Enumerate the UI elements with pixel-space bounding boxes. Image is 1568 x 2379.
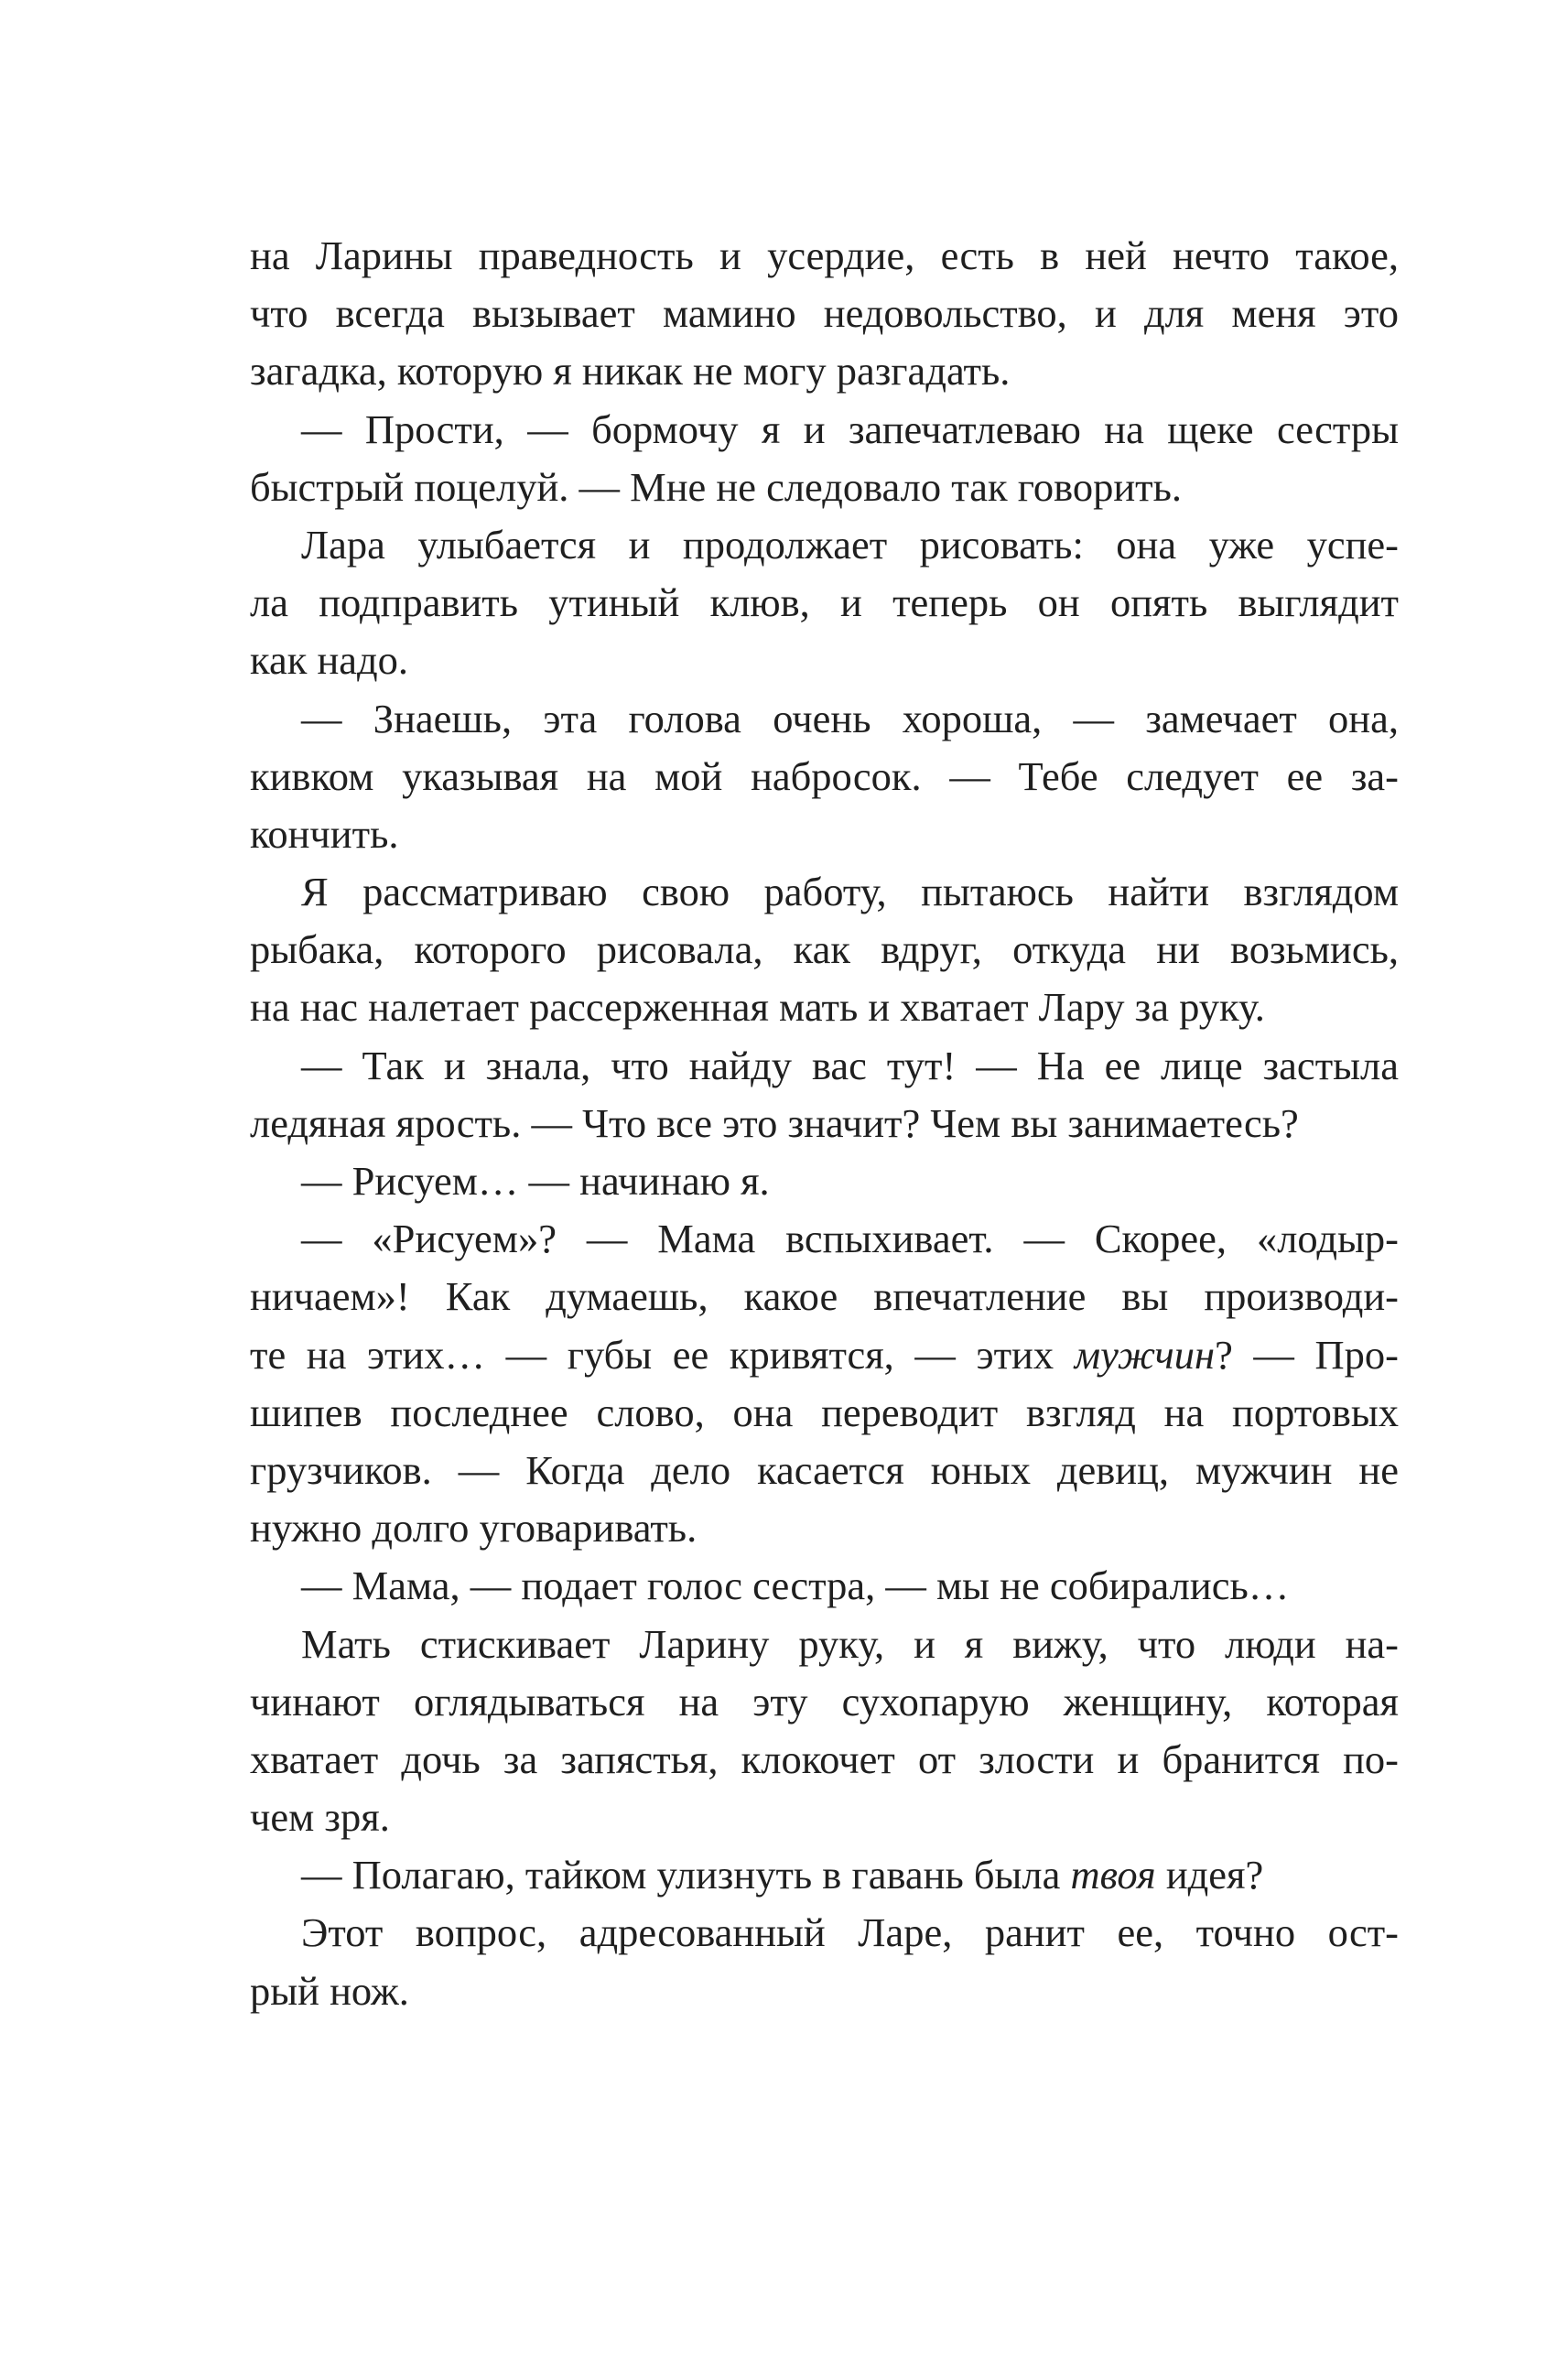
text-line [250, 1846, 1399, 1904]
line-text: кончить. [250, 810, 399, 857]
line-text: — Так и знала, что найду вас тут! — На ее лице застыла [301, 1042, 1399, 1088]
line-text: кивком указывая на мой набросок. — Тебе следует ее за- [250, 752, 1399, 799]
body-text [250, 227, 1399, 2020]
text-line [250, 690, 1399, 748]
text-line [250, 1616, 1399, 1673]
text-line [250, 1384, 1399, 1442]
text-line [250, 342, 1399, 400]
line-text: ледяная ярость. — Что все это значит? Чем вы занимаетесь? [250, 1099, 1299, 1146]
line-text: Мать стискивает Ларину руку, и я вижу, что люди на- [301, 1620, 1399, 1667]
line-text: — Прости, — бормочу я и запечатлеваю на щеке сестры [301, 406, 1399, 452]
line-text: чинают оглядываться на эту сухопарую женщину, которая [250, 1678, 1399, 1725]
line-text: Этот вопрос, адресованный Ларе, ранит ее, точно ост- [301, 1909, 1399, 1956]
line-text: грузчиков. — Когда дело касается юных девиц, мужчин не [250, 1446, 1399, 1493]
text-line [250, 1095, 1399, 1152]
text-line [250, 863, 1399, 921]
text-line [250, 1963, 1399, 2020]
line-text-tail: идея? [1155, 1852, 1264, 1898]
text-line [250, 1789, 1399, 1846]
text-line [250, 632, 1399, 689]
line-text: что всегда вызывает мамино недовольство, и для меня это [250, 290, 1399, 337]
line-text: Я рассматриваю свою работу, пытаюсь найти взглядом [301, 869, 1399, 915]
text-line [250, 1268, 1399, 1325]
text-line [250, 1152, 1399, 1210]
line-text-tail: ? — Про- [1215, 1331, 1399, 1378]
line-text: — Знаешь, эта голова очень хороша, — замечает она, [301, 695, 1399, 741]
text-line [250, 1037, 1399, 1095]
line-text: на Ларины праведность и усердие, есть в ней нечто такое, [250, 232, 1399, 278]
text-line [250, 516, 1399, 574]
line-text: рыбака, которого рисовала, как вдруг, откуда ни возьмись, [250, 926, 1399, 973]
line-text: загадка, которую я никак не могу разгадать. [250, 348, 1011, 395]
text-line [250, 1326, 1399, 1384]
text-line [250, 748, 1399, 806]
text-line [250, 227, 1399, 285]
line-text: на нас налетает рассерженная мать и хватает Лару за руку. [250, 984, 1265, 1031]
line-text: ничаем»! Как думаешь, какое впечатление вы производи- [250, 1273, 1399, 1320]
text-line [250, 1499, 1399, 1557]
italic-word: мужчин [1074, 1331, 1216, 1378]
text-line [250, 459, 1399, 516]
text-line [250, 1210, 1399, 1268]
line-text: — Полагаю, тайком улизнуть в гавань была [301, 1852, 1071, 1898]
text-line [250, 574, 1399, 632]
text-line [250, 401, 1399, 459]
line-text: шипев последнее слово, она переводит взгляд на портовых [250, 1389, 1399, 1435]
text-line [250, 979, 1399, 1036]
text-line [250, 285, 1399, 342]
text-line [250, 1904, 1399, 1962]
text-line [250, 1442, 1399, 1499]
line-text: — «Рисуем»? — Мама вспыхивает. — Скорее, «лодыр- [301, 1216, 1399, 1262]
line-text: как надо. [250, 637, 409, 684]
text-line [250, 921, 1399, 979]
line-text: хватает дочь за запястья, клокочет от злости и бранится по- [250, 1736, 1399, 1782]
text-line [250, 806, 1399, 863]
line-text: ла подправить утиный клюв, и теперь он опять выглядит [250, 579, 1399, 626]
line-text: — Рисуем… — начинаю я. [301, 1158, 770, 1204]
line-text: Лара улыбается и продолжает рисовать: она уже успе- [301, 521, 1399, 568]
line-text: те на этих… — губы ее кривятся, — этих [250, 1331, 1075, 1378]
line-text: рый нож. [250, 1967, 409, 2014]
text-line [250, 1557, 1399, 1615]
text-line [250, 1673, 1399, 1731]
italic-word: твоя [1070, 1852, 1156, 1898]
text-line [250, 1731, 1399, 1789]
line-text: чем зря. [250, 1794, 390, 1841]
line-text: нужно долго уговаривать. [250, 1505, 697, 1552]
line-text: — Мама, — подает голос сестра, — мы не собирались… [301, 1563, 1290, 1609]
line-text: быстрый поцелуй. — Мне не следовало так говорить. [250, 463, 1183, 510]
